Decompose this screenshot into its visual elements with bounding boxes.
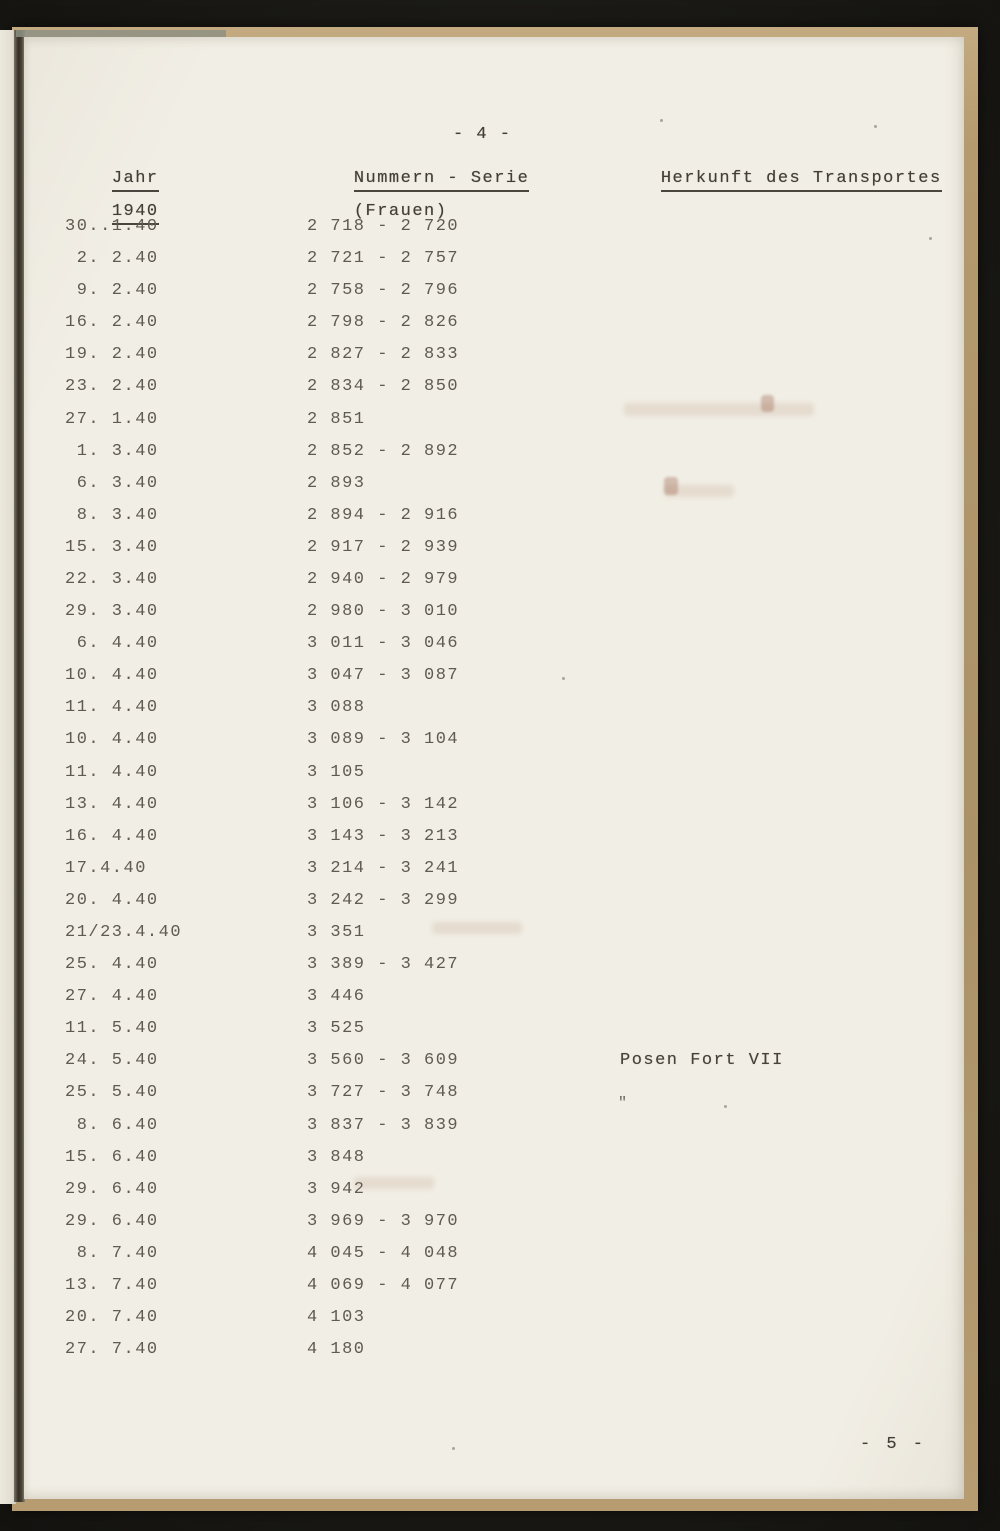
row-number-series: 3 214 - 3 241: [307, 858, 460, 878]
row-number-series: 2 758 - 2 796: [307, 281, 460, 301]
row-number-series: 4 180: [307, 1340, 366, 1360]
row-number-series: 4 103: [307, 1308, 366, 1328]
row-number-series: 3 047 - 3 087: [307, 666, 460, 686]
dust-speck: [562, 677, 565, 680]
dust-speck: [874, 125, 877, 128]
table-row: [24, 506, 964, 528]
table-row: [24, 795, 964, 817]
row-number-series: 2 798 - 2 826: [307, 313, 460, 333]
row-date: 20. 4.40: [65, 890, 159, 910]
row-number-series: 3 389 - 3 427: [307, 955, 460, 975]
row-date: 17.4.40: [65, 858, 147, 878]
series-header-line2: (Frauen): [353, 202, 448, 221]
row-date: 19. 2.40: [65, 345, 159, 365]
table-row: [24, 313, 964, 335]
row-date: 1. 3.40: [65, 441, 159, 461]
year-header-line1: Jahr: [112, 169, 159, 192]
row-number-series: 3 446: [307, 987, 366, 1007]
row-number-series: 2 894 - 2 916: [307, 505, 460, 525]
row-number-series: 3 242 - 3 299: [307, 890, 460, 910]
table-row: [24, 955, 964, 977]
scan-edge-strip: [16, 30, 226, 37]
table-row: [24, 1308, 964, 1330]
row-date: 11. 4.40: [65, 698, 159, 718]
row-number-series: 3 105: [307, 762, 366, 782]
row-number-series: 3 837 - 3 839: [307, 1115, 460, 1135]
row-number-series: 3 143 - 3 213: [307, 826, 460, 846]
series-header-line1: Nummern - Serie: [354, 169, 530, 192]
row-number-series: 3 089 - 3 104: [307, 730, 460, 750]
table-row: [24, 1276, 964, 1298]
table-row: [24, 1051, 964, 1073]
row-number-series: 3 525: [307, 1019, 366, 1039]
table-row: [24, 442, 964, 464]
table-row: [24, 827, 964, 849]
row-date: 11. 5.40: [65, 1019, 159, 1039]
table-row: [24, 217, 964, 239]
row-date: 22. 3.40: [65, 569, 159, 589]
row-date: 10. 4.40: [65, 730, 159, 750]
row-number-series: 3 351: [307, 922, 366, 942]
ink-bleed-smudge: [664, 477, 678, 495]
ditto-mark: ": [618, 1095, 628, 1112]
table-row: [24, 634, 964, 656]
row-date: 8. 6.40: [65, 1115, 159, 1135]
row-number-series: 2 721 - 2 757: [307, 249, 460, 269]
row-number-series: 3 560 - 3 609: [307, 1051, 460, 1071]
row-number-series: 2 718 - 2 720: [307, 217, 460, 236]
table-row: [24, 891, 964, 913]
document-page: [24, 37, 964, 1499]
row-number-series: 3 011 - 3 046: [307, 634, 460, 654]
row-date: 15. 3.40: [65, 537, 159, 557]
row-number-series: 2 893: [307, 473, 366, 493]
row-date: 25. 5.40: [65, 1083, 159, 1103]
table-row: [24, 1019, 964, 1041]
table-row: [24, 281, 964, 303]
row-date: 8. 3.40: [65, 505, 159, 525]
row-date: 6. 3.40: [65, 473, 159, 493]
table-row: [24, 410, 964, 432]
row-date: 8. 7.40: [65, 1243, 159, 1263]
table-row: [24, 377, 964, 399]
row-number-series: 2 940 - 2 979: [307, 569, 460, 589]
dust-speck: [724, 1105, 727, 1108]
row-number-series: 3 969 - 3 970: [307, 1211, 460, 1231]
row-date: 29. 6.40: [65, 1211, 159, 1231]
row-number-series: 3 942: [307, 1179, 366, 1199]
dust-speck: [660, 119, 663, 122]
row-number-series: 4 045 - 4 048: [307, 1243, 460, 1263]
table-row: [24, 474, 964, 496]
table-row: [24, 987, 964, 1009]
table-row: [24, 602, 964, 624]
table-row: [24, 730, 964, 752]
table-row: [24, 538, 964, 560]
table-row: [24, 763, 964, 785]
ink-bleed-smudge: [624, 403, 814, 416]
table-row: [24, 698, 964, 720]
row-date: 21/23.4.40: [65, 922, 183, 942]
row-date: 25. 4.40: [65, 955, 159, 975]
page-number-next: - 5 -: [860, 1435, 927, 1454]
row-date: 16. 4.40: [65, 826, 159, 846]
row-date: 10. 4.40: [65, 666, 159, 686]
row-date: 27. 1.40: [65, 409, 159, 429]
row-date: 15. 6.40: [65, 1147, 159, 1167]
row-date: 20. 7.40: [65, 1308, 159, 1328]
ink-bleed-smudge: [354, 1177, 434, 1189]
row-number-series: 2 827 - 2 833: [307, 345, 460, 365]
column-header-origin: [614, 149, 942, 209]
row-date: 24. 5.40: [65, 1051, 159, 1071]
row-date: 11. 4.40: [65, 762, 159, 782]
dust-speck: [452, 1447, 455, 1450]
table-row: [24, 666, 964, 688]
row-number-series: 2 917 - 2 939: [307, 537, 460, 557]
row-date: 13. 7.40: [65, 1275, 159, 1295]
table-row: [24, 345, 964, 367]
table-row: [24, 1340, 964, 1362]
row-date: 2. 2.40: [65, 249, 159, 269]
row-number-series: 2 980 - 3 010: [307, 602, 460, 622]
row-date: 13. 4.40: [65, 794, 159, 814]
row-date: 27. 4.40: [65, 987, 159, 1007]
row-number-series: 3 727 - 3 748: [307, 1083, 460, 1103]
row-number-series: 3 088: [307, 698, 366, 718]
origin-header-label: Herkunft des Transportes: [661, 169, 942, 192]
row-number-series: 2 834 - 2 850: [307, 377, 460, 397]
row-date: 9. 2.40: [65, 281, 159, 301]
row-date: 29. 3.40: [65, 602, 159, 622]
table-row: [24, 859, 964, 881]
row-date: 16. 2.40: [65, 313, 159, 333]
row-number-series: 3 106 - 3 142: [307, 794, 460, 814]
table-row: [24, 570, 964, 592]
table-row: [24, 249, 964, 271]
year-header-line2: 1940: [112, 202, 159, 225]
dust-speck: [929, 237, 932, 240]
row-number-series: 4 069 - 4 077: [307, 1275, 460, 1295]
row-date: 23. 2.40: [65, 377, 159, 397]
row-number-series: 2 852 - 2 892: [307, 441, 460, 461]
row-date: 27. 7.40: [65, 1340, 159, 1360]
row-date: 30..1.40: [65, 217, 159, 236]
page-number-top: - 4 -: [453, 125, 512, 144]
row-date: 29. 6.40: [65, 1179, 159, 1199]
row-number-series: 3 848: [307, 1147, 366, 1167]
table-row: [24, 1083, 964, 1105]
row-number-series: 2 851: [307, 409, 366, 429]
ink-bleed-smudge: [761, 395, 774, 412]
table-row: [24, 1212, 964, 1234]
table-row: [24, 1148, 964, 1170]
table-row: [24, 1244, 964, 1266]
ink-bleed-smudge: [432, 922, 522, 934]
row-date: 6. 4.40: [65, 634, 159, 654]
table-row: [24, 1116, 964, 1138]
table-row: [24, 1180, 964, 1202]
row-origin: Posen Fort VII: [620, 1051, 784, 1071]
